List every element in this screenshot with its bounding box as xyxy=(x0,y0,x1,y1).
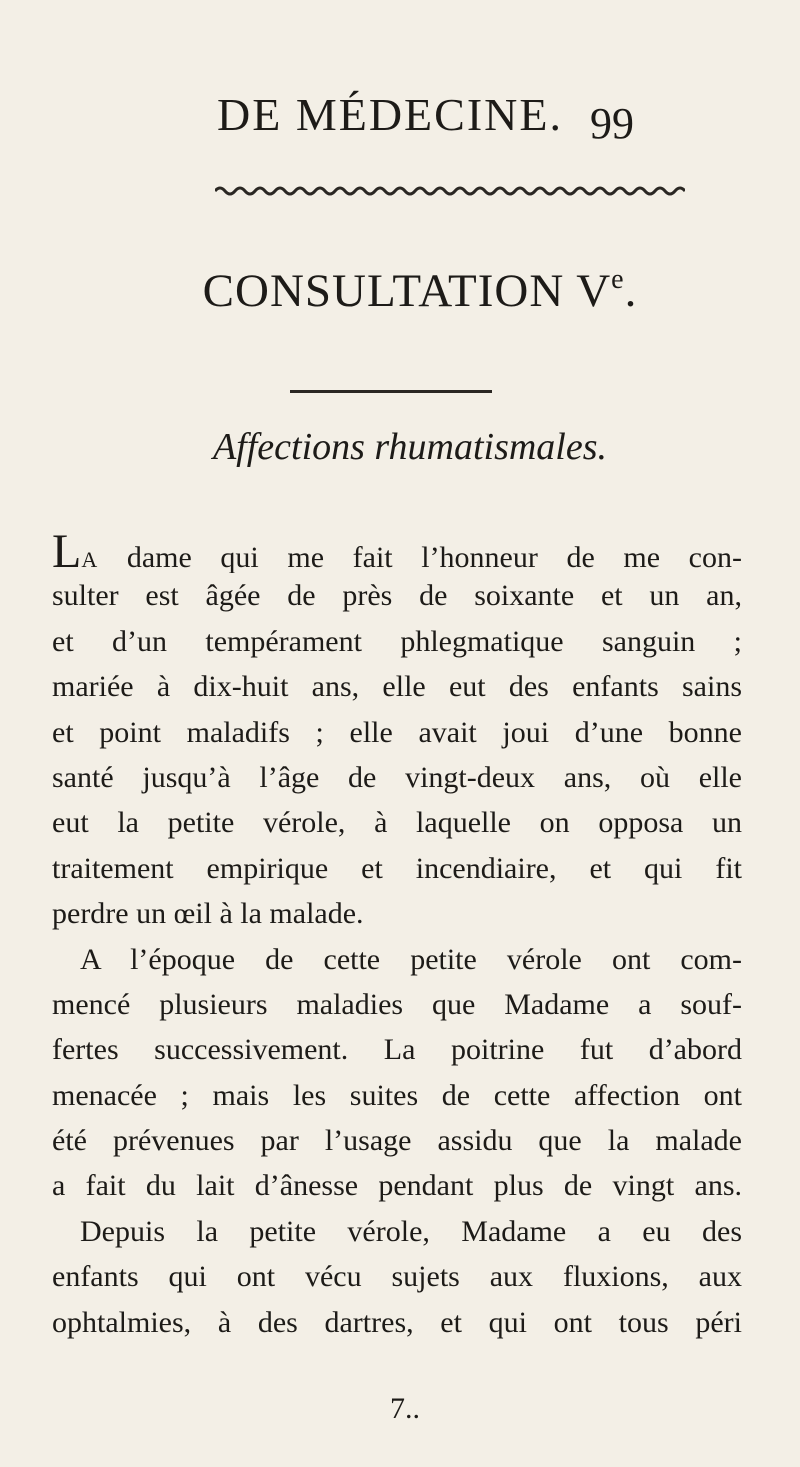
running-title: DE MÉDECINE. xyxy=(217,89,563,140)
section-title-end: . xyxy=(624,265,638,317)
title-rule xyxy=(290,390,492,393)
text-line-13: menacée ; mais les suites de cette affection ont xyxy=(52,1078,742,1112)
text-line-9: perdre un œil à la malade. xyxy=(52,897,364,931)
text-line-12: fertes successivement. La poitrine fut d’abord xyxy=(52,1033,742,1067)
text-line-7: eut la petite vérole, à laquelle on opposa un xyxy=(52,806,742,840)
section-subtitle: Affections rhumatismales. xyxy=(212,426,608,468)
text-line-1 xyxy=(52,528,742,573)
small-caps: A xyxy=(81,547,99,572)
text-line-3: et d’un tempérament phlegmatique sanguin ; xyxy=(52,624,742,658)
text-line-18: ophtalmies, à des dartres, et qui ont tous péri xyxy=(52,1305,742,1339)
text-line-5: et point maladifs ; elle avait joui d’une bonne xyxy=(52,715,742,749)
text-line-10: A l’époque de cette petite vérole ont com- xyxy=(80,942,742,976)
section-title xyxy=(170,264,670,317)
page-number: 99 xyxy=(590,99,634,148)
body-text xyxy=(52,528,742,1345)
line-text: dame qui me fait l’honneur de me con- xyxy=(98,541,742,574)
section-title-suffix: e xyxy=(611,264,625,295)
text-line-8: traitement empirique et incendiaire, et qui fit xyxy=(52,851,742,885)
text-line-14: été prévenues par l’usage assidu que la malade xyxy=(52,1124,742,1158)
drop-cap: L xyxy=(52,528,82,574)
section-title-text: CONSULTATION V xyxy=(202,265,612,317)
text-line-11: mencé plusieurs maladies que Madame a souf- xyxy=(52,987,742,1021)
text-line-16: Depuis la petite vérole, Madame a eu des xyxy=(80,1214,742,1248)
signature-mark: 7.. xyxy=(390,1392,420,1425)
text-line-6: santé jusqu’à l’âge de vingt-deux ans, où elle xyxy=(52,760,742,794)
text-line-17: enfants qui ont vécu sujets aux fluxions, aux xyxy=(52,1260,742,1294)
decorative-rule-ornament xyxy=(215,185,685,197)
text-line-4: mariée à dix-huit ans, elle eut des enfants sains xyxy=(52,670,742,704)
text-line-15: a fait du lait d’ânesse pendant plus de vingt ans. xyxy=(52,1169,742,1203)
text-line-2: sulter est âgée de près de soixante et un an, xyxy=(52,579,742,613)
